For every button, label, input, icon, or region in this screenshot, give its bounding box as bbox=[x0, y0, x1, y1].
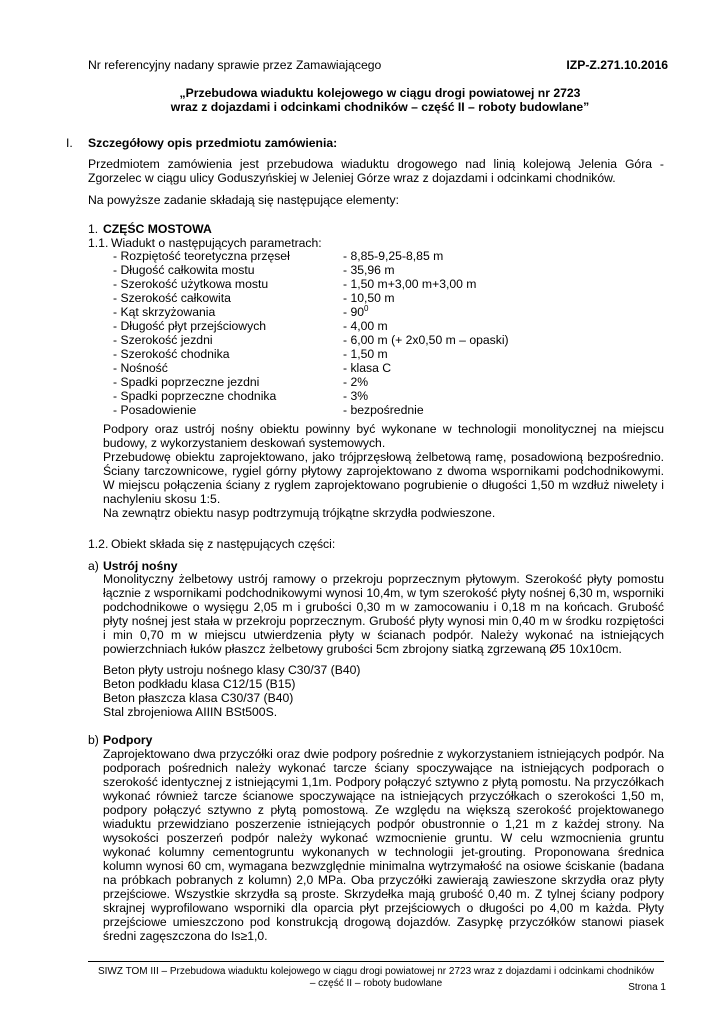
footer-line1: SIWZ TOM III – Przebudowa wiaduktu kolejowego w ciągu drogi powiatowej nr 2723 wraz z dojazdami i odcinkami chodników bbox=[97, 966, 654, 977]
part1-heading: CZĘŚC MOSTOWA bbox=[103, 222, 212, 236]
parameter-label: - Długość płyt przejściowych bbox=[113, 319, 267, 333]
parameter-row bbox=[113, 333, 533, 347]
elements-intro: Na powyższe zadanie składają się następujące elementy: bbox=[88, 193, 399, 207]
consists-text: Obiekt składa się z następujących części: bbox=[111, 537, 336, 551]
material-item: Beton płaszcza klasa C30/37 (B40) bbox=[103, 691, 294, 705]
parameter-row bbox=[113, 263, 533, 277]
parameter-label: - Rozpiętość teoretyczna przęseł bbox=[113, 249, 290, 263]
parameter-value: - 6,00 m (+ 2x0,50 m – opaski) bbox=[343, 333, 509, 347]
structure-description bbox=[103, 422, 664, 520]
section-number: I. bbox=[66, 136, 73, 150]
parameter-label: - Spadki poprzeczne chodnika bbox=[113, 389, 277, 403]
parameter-value: - 3% bbox=[343, 389, 369, 403]
parameter-row bbox=[113, 347, 533, 361]
parameter-label: - Szerokość całkowita bbox=[113, 291, 231, 305]
part1-sub-heading: Wiadukt o następujących parametrach: bbox=[111, 236, 322, 250]
section-heading: Szczegółowy opis przedmiotu zamówienia: bbox=[88, 136, 338, 150]
parameter-row bbox=[113, 319, 533, 333]
part-b-heading: Podpory bbox=[103, 733, 153, 747]
parameter-row bbox=[113, 389, 533, 403]
parameter-list bbox=[113, 249, 533, 417]
parameter-row bbox=[113, 403, 533, 417]
part-a-letter: a) bbox=[88, 559, 99, 573]
page-number: Strona 1 bbox=[628, 982, 666, 993]
section-intro: Przedmiotem zamówienia jest przebudowa wiaduktu drogowego nad linią kolejową Jelenia Góra - Zgorzelec w ciągu ulicy Goduszyńskiej w Jeleniej Górze wraz z dojazdami i odcinkami chodników. bbox=[88, 157, 664, 185]
parameter-label: - Posadowienie bbox=[113, 403, 197, 417]
part-b-text: Zaprojektowano dwa przyczółki oraz dwie podpory pośrednie z wykorzystaniem istniejących podpór. Na podporach pośrednich należy wykonać tarcze ściany spoczywające na istniejących podporach o szerokość identycznej z istniejącymi 1,1m. Podpory połączyć sztywno z płytą pomostu. Na przyczółkach wykonać również tarcze ścianowe spoczywające na istniejących przyczółkach o szerokości 1,50 m, podpory połączyć sztywno z płytą pomostową. Ze względu na większą szerokość projektowanego wiaduktu przewidziano poszerzenie istniejących podpór obustronnie o 1,21 m z każdej strony. Na wysokości poszerzeń podpór należy wykonać wzmocnienie gruntu. W celu wzmocnienia gruntu wykonać kolumny cementogruntu wykonanych w technologii jet-grouting. Proponowana średnica kolumn wynosi 60 cm, wymagana bezwzględnie minimalna wytrzymałość na osiowe ściskanie (badana na próbkach pobranych z kolumn) 2,0 MPa. Oba przyczółki zawierają zawieszone skrzydła oraz płyty przejściowe. Wszystkie skrzydła są proste. Skrzydełka mają grubość 0,40 m. Z tylnej ściany podpory skrajnej wyprofilowano wsporniki dla oparcia płyt przejściowych o długości po 4,00 m każda. Płyty przejściowe umieszczono pod konstrukcją drogową dojazdów. Zasypkę przyczółków stanowi piasek średni zagęszczona do Is≥1,0. bbox=[103, 747, 664, 943]
parameter-row bbox=[113, 277, 533, 291]
footer-divider bbox=[88, 961, 664, 962]
consists-number: 1.2. bbox=[88, 537, 109, 551]
document-title-line2: wraz z dojazdami i odcinkami chodników – część II – roboty budowlane” bbox=[170, 100, 590, 114]
parameter-value: - bezpośrednie bbox=[343, 403, 424, 417]
description-paragraph: Na zewnątrz obiektu nasyp podtrzymują trójkątne skrzydła podwieszone. bbox=[103, 506, 496, 520]
part-b-letter: b) bbox=[88, 733, 99, 747]
part-a-heading: Ustrój nośny bbox=[103, 559, 178, 573]
material-item: Beton podkładu klasa C12/15 (B15) bbox=[103, 677, 296, 691]
parameter-value: - 1,50 m+3,00 m+3,00 m bbox=[343, 277, 477, 291]
materials-list bbox=[103, 663, 664, 719]
parameter-label: - Nośność bbox=[113, 361, 168, 375]
parameter-label: - Długość całkowita mostu bbox=[113, 263, 255, 277]
parameter-row bbox=[113, 291, 533, 305]
parameter-value-text: - 90 bbox=[343, 305, 365, 319]
parameter-label: - Szerokość chodnika bbox=[113, 347, 230, 361]
parameter-value: - 1,50 m bbox=[343, 347, 388, 361]
parameter-row bbox=[113, 249, 533, 263]
parameter-value: - 10,50 m bbox=[343, 291, 395, 305]
material-item: Stal zbrojeniowa AIIIN BSt500S. bbox=[103, 705, 278, 719]
parameter-label: - Szerokość jezdni bbox=[113, 333, 213, 347]
material-item: Beton płyty ustroju nośnego klasy C30/37 (B40) bbox=[103, 663, 361, 677]
parameter-label: - Szerokość użytkowa mostu bbox=[113, 277, 269, 291]
reference-label: Nr referencyjny nadany sprawie przez Zamawiającego bbox=[88, 58, 382, 72]
footer-text bbox=[88, 966, 664, 990]
parameter-row bbox=[113, 361, 533, 375]
footer-line2: – część II – roboty budowlane bbox=[309, 978, 443, 989]
reference-number: IZP-Z.271.10.2016 bbox=[566, 58, 668, 72]
parameter-value: - klasa C bbox=[343, 361, 392, 375]
document-title-line1: „Przebudowa wiaduktu kolejowego w ciągu drogi powiatowej nr 2723 bbox=[179, 86, 581, 100]
parameter-value bbox=[343, 305, 368, 319]
parameter-row bbox=[113, 375, 533, 389]
part1-number: 1. bbox=[88, 222, 99, 236]
part-a-text: Monolityczny żelbetowy ustrój ramowy o przekroju poprzecznym płytowym. Szerokość płyty pomostu łącznie z wspornikami podchodnikowymi wynosi 10,4m, w tym szerokość płyty nośnej 6,30 m, wsporniki podchodnikowe o wysięgu 2,05 m i grubości 0,30 m w zamocowaniu i 0,18 m na końcach. Grubość płyty nośnej jest stała w przekroju poprzecznym. Grubość płyty wynosi min 0,40 m w środku rozpiętości i min 0,70 m w miejscu utwierdzenia płyty w ścianach podpór. Należy wykonać na istniejących powierzchniach łuków płaszcz żelbetowy grubości 5cm zbrojony siatką zgrzewaną Ø5 10x10cm. bbox=[103, 572, 664, 656]
description-paragraph: Podpory oraz ustrój nośny obiektu powinny być wykonane w technologii monolitycznej na miejscu budowy, z wykorzystaniem deskowań systemowych. bbox=[103, 422, 664, 450]
parameter-value: - 2% bbox=[343, 375, 369, 389]
parameter-value: - 8,85-9,25-8,85 m bbox=[343, 249, 444, 263]
parameter-label: - Kąt skrzyżowania bbox=[113, 305, 216, 319]
parameter-row bbox=[113, 305, 533, 319]
parameter-value: - 35,96 m bbox=[343, 263, 395, 277]
description-paragraph: Przebudowę obiektu zaprojektowano, jako trójprzęsłową żelbetową ramę, posadowioną bezpośrednio. Ściany tarczownicowe, rygiel górny płytowy zaprojektowano z dwoma wspornikami podchodnikowymi. W miejscu połączenia ściany z ryglem zaprojektowano pogrubienie o długości 1,50 m wzdłuż niwelety i nachyleniu skosu 1:5. bbox=[103, 450, 664, 506]
parameter-label: - Spadki poprzeczne jezdni bbox=[113, 375, 260, 389]
parameter-value: - 4,00 m bbox=[343, 319, 388, 333]
part1-sub-number: 1.1. bbox=[88, 236, 109, 250]
degree-superscript: 0 bbox=[364, 303, 369, 313]
